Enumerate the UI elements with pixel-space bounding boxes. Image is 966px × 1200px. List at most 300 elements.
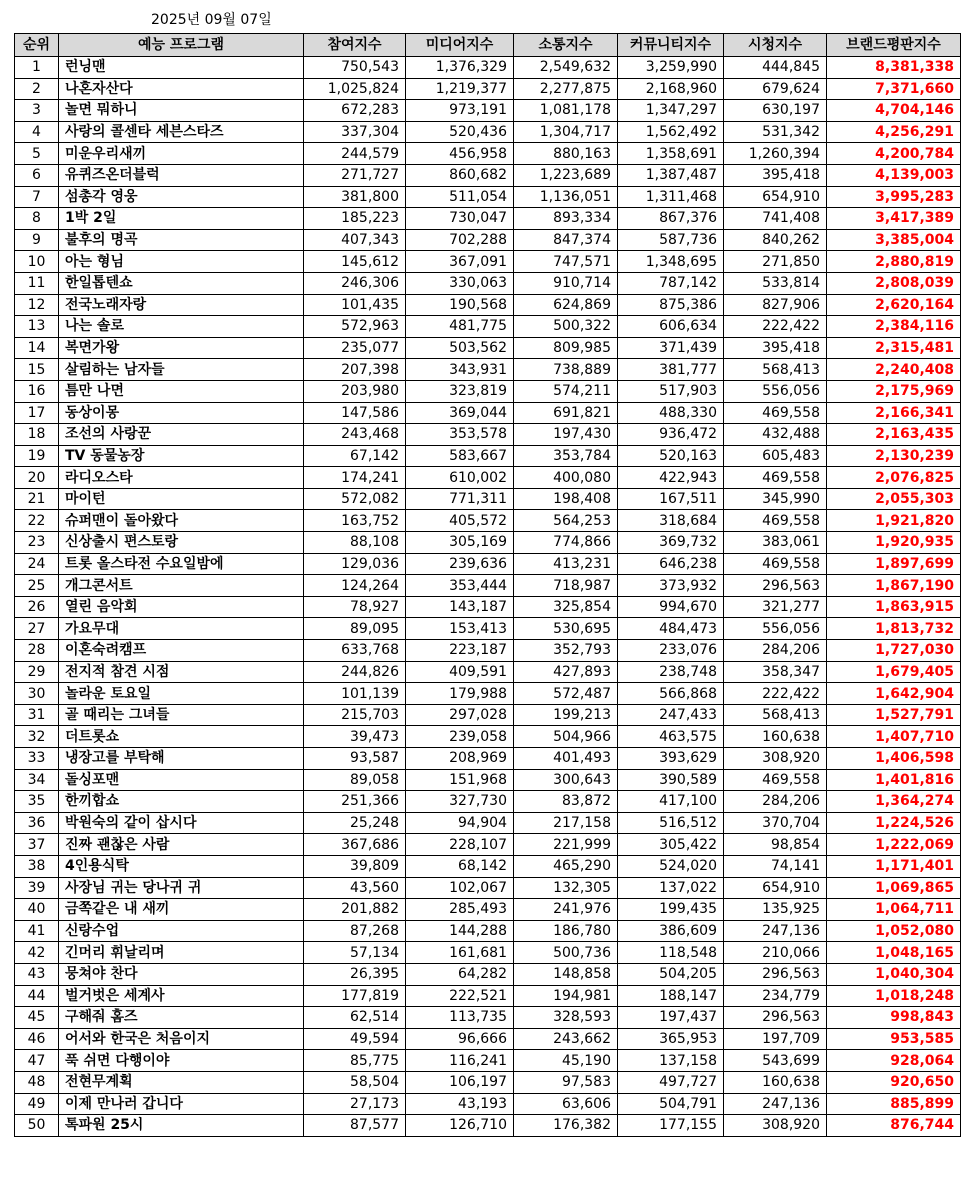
viewing-cell: 296,563 — [724, 963, 827, 985]
table-row — [15, 1007, 961, 1029]
communication-cell: 194,981 — [514, 985, 618, 1007]
header-rank: 순위 — [15, 34, 59, 57]
viewing-cell: 395,418 — [724, 164, 827, 186]
participation-cell: 101,435 — [304, 294, 406, 316]
table-row — [15, 467, 961, 489]
communication-cell: 500,736 — [514, 942, 618, 964]
media-cell: 208,969 — [406, 748, 514, 770]
brand-index-cell: 1,222,069 — [827, 834, 961, 856]
media-cell: 190,568 — [406, 294, 514, 316]
communication-cell: 574,211 — [514, 380, 618, 402]
community-cell: 238,748 — [618, 661, 724, 683]
community-cell: 566,868 — [618, 683, 724, 705]
brand-index-cell: 1,406,598 — [827, 748, 961, 770]
participation-cell: 26,395 — [304, 963, 406, 985]
program-name-cell: 틈만 나면 — [59, 380, 304, 402]
communication-cell: 197,430 — [514, 424, 618, 446]
community-cell: 381,777 — [618, 359, 724, 381]
media-cell: 143,187 — [406, 596, 514, 618]
participation-cell: 203,980 — [304, 380, 406, 402]
media-cell: 106,197 — [406, 1071, 514, 1093]
rank-cell: 19 — [15, 445, 59, 467]
viewing-cell: 247,136 — [724, 920, 827, 942]
viewing-cell: 135,925 — [724, 899, 827, 921]
program-name-cell: 톡파원 25시 — [59, 1115, 304, 1137]
communication-cell: 738,889 — [514, 359, 618, 381]
viewing-cell: 358,347 — [724, 661, 827, 683]
table-row — [15, 208, 961, 230]
participation-cell: 49,594 — [304, 1028, 406, 1050]
media-cell: 116,241 — [406, 1050, 514, 1072]
participation-cell: 89,095 — [304, 618, 406, 640]
community-cell: 1,358,691 — [618, 143, 724, 165]
rank-cell: 41 — [15, 920, 59, 942]
brand-index-cell: 1,407,710 — [827, 726, 961, 748]
communication-cell: 910,714 — [514, 272, 618, 294]
participation-cell: 88,108 — [304, 532, 406, 554]
table-row — [15, 1093, 961, 1115]
program-name-cell: 어서와 한국은 처음이지 — [59, 1028, 304, 1050]
participation-cell: 251,366 — [304, 791, 406, 813]
viewing-cell: 321,277 — [724, 596, 827, 618]
communication-cell: 148,858 — [514, 963, 618, 985]
viewing-cell: 247,136 — [724, 1093, 827, 1115]
community-cell: 3,259,990 — [618, 57, 724, 79]
viewing-cell: 556,056 — [724, 618, 827, 640]
community-cell: 369,732 — [618, 532, 724, 554]
table-row — [15, 424, 961, 446]
table-row — [15, 316, 961, 338]
program-name-cell: 푹 쉬면 다행이야 — [59, 1050, 304, 1072]
viewing-cell: 1,260,394 — [724, 143, 827, 165]
brand-index-cell: 953,585 — [827, 1028, 961, 1050]
program-name-cell: 라디오스타 — [59, 467, 304, 489]
table-row — [15, 877, 961, 899]
rank-cell: 23 — [15, 532, 59, 554]
participation-cell: 243,468 — [304, 424, 406, 446]
rank-cell: 50 — [15, 1115, 59, 1137]
participation-cell: 407,343 — [304, 229, 406, 251]
program-name-cell: TV 동물농장 — [59, 445, 304, 467]
viewing-cell: 222,422 — [724, 683, 827, 705]
communication-cell: 325,854 — [514, 596, 618, 618]
community-cell: 504,791 — [618, 1093, 724, 1115]
program-name-cell: 복면가왕 — [59, 337, 304, 359]
program-name-cell: 긴머리 휘날리며 — [59, 942, 304, 964]
viewing-cell: 308,920 — [724, 748, 827, 770]
table-row — [15, 640, 961, 662]
participation-cell: 185,223 — [304, 208, 406, 230]
brand-index-cell: 1,018,248 — [827, 985, 961, 1007]
participation-cell: 174,241 — [304, 467, 406, 489]
participation-cell: 124,264 — [304, 575, 406, 597]
community-cell: 994,670 — [618, 596, 724, 618]
header-media: 미디어지수 — [406, 34, 514, 57]
rank-cell: 14 — [15, 337, 59, 359]
rank-cell: 36 — [15, 812, 59, 834]
table-row — [15, 121, 961, 143]
communication-cell: 400,080 — [514, 467, 618, 489]
community-cell: 867,376 — [618, 208, 724, 230]
communication-cell: 83,872 — [514, 791, 618, 813]
rank-cell: 21 — [15, 488, 59, 510]
brand-index-cell: 928,064 — [827, 1050, 961, 1072]
community-cell: 504,205 — [618, 963, 724, 985]
communication-cell: 221,999 — [514, 834, 618, 856]
brand-index-cell: 1,727,030 — [827, 640, 961, 662]
media-cell: 323,819 — [406, 380, 514, 402]
participation-cell: 201,882 — [304, 899, 406, 921]
participation-cell: 57,134 — [304, 942, 406, 964]
community-cell: 488,330 — [618, 402, 724, 424]
community-cell: 1,562,492 — [618, 121, 724, 143]
program-name-cell: 나는 솔로 — [59, 316, 304, 338]
rank-cell: 22 — [15, 510, 59, 532]
program-name-cell: 더트롯쇼 — [59, 726, 304, 748]
table-row — [15, 812, 961, 834]
media-cell: 297,028 — [406, 704, 514, 726]
program-name-cell: 이제 만나러 갑니다 — [59, 1093, 304, 1115]
media-cell: 223,187 — [406, 640, 514, 662]
participation-cell: 207,398 — [304, 359, 406, 381]
participation-cell: 43,560 — [304, 877, 406, 899]
program-name-cell: 전지적 참견 시점 — [59, 661, 304, 683]
participation-cell: 58,504 — [304, 1071, 406, 1093]
rank-cell: 31 — [15, 704, 59, 726]
table-row — [15, 380, 961, 402]
table-row — [15, 78, 961, 100]
viewing-cell: 533,814 — [724, 272, 827, 294]
rank-cell: 3 — [15, 100, 59, 122]
table-row — [15, 791, 961, 813]
participation-cell: 235,077 — [304, 337, 406, 359]
participation-cell: 367,686 — [304, 834, 406, 856]
rank-cell: 33 — [15, 748, 59, 770]
program-name-cell: 벌거벗은 세계사 — [59, 985, 304, 1007]
table-header-row — [15, 34, 961, 57]
table-row — [15, 1028, 961, 1050]
community-cell: 118,548 — [618, 942, 724, 964]
media-cell: 771,311 — [406, 488, 514, 510]
table-row — [15, 942, 961, 964]
program-name-cell: 골 때리는 그녀들 — [59, 704, 304, 726]
rank-cell: 8 — [15, 208, 59, 230]
brand-index-cell: 2,175,969 — [827, 380, 961, 402]
participation-cell: 89,058 — [304, 769, 406, 791]
media-cell: 43,193 — [406, 1093, 514, 1115]
viewing-cell: 605,483 — [724, 445, 827, 467]
community-cell: 520,163 — [618, 445, 724, 467]
media-cell: 305,169 — [406, 532, 514, 554]
brand-index-cell: 1,069,865 — [827, 877, 961, 899]
participation-cell: 381,800 — [304, 186, 406, 208]
communication-cell: 352,793 — [514, 640, 618, 662]
program-name-cell: 섬총각 영웅 — [59, 186, 304, 208]
viewing-cell: 531,342 — [724, 121, 827, 143]
viewing-cell: 197,709 — [724, 1028, 827, 1050]
brand-index-cell: 1,364,274 — [827, 791, 961, 813]
community-cell: 1,347,297 — [618, 100, 724, 122]
table-row — [15, 726, 961, 748]
participation-cell: 87,268 — [304, 920, 406, 942]
table-row — [15, 575, 961, 597]
brand-index-cell: 2,163,435 — [827, 424, 961, 446]
program-name-cell: 전국노래자랑 — [59, 294, 304, 316]
program-name-cell: 열린 음악회 — [59, 596, 304, 618]
communication-cell: 199,213 — [514, 704, 618, 726]
program-name-cell: 런닝맨 — [59, 57, 304, 79]
communication-cell: 774,866 — [514, 532, 618, 554]
table-row — [15, 510, 961, 532]
communication-cell: 564,253 — [514, 510, 618, 532]
participation-cell: 750,543 — [304, 57, 406, 79]
media-cell: 96,666 — [406, 1028, 514, 1050]
brand-index-cell: 2,808,039 — [827, 272, 961, 294]
rank-cell: 47 — [15, 1050, 59, 1072]
table-row — [15, 57, 961, 79]
community-cell: 2,168,960 — [618, 78, 724, 100]
brand-index-cell: 1,642,904 — [827, 683, 961, 705]
brand-index-cell: 2,130,239 — [827, 445, 961, 467]
communication-cell: 809,985 — [514, 337, 618, 359]
rank-cell: 9 — [15, 229, 59, 251]
program-name-cell: 미운우리새끼 — [59, 143, 304, 165]
rank-cell: 46 — [15, 1028, 59, 1050]
media-cell: 503,562 — [406, 337, 514, 359]
brand-index-cell: 2,166,341 — [827, 402, 961, 424]
community-cell: 606,634 — [618, 316, 724, 338]
communication-cell: 747,571 — [514, 251, 618, 273]
rank-cell: 30 — [15, 683, 59, 705]
brand-index-cell: 1,867,190 — [827, 575, 961, 597]
rank-cell: 25 — [15, 575, 59, 597]
media-cell: 153,413 — [406, 618, 514, 640]
participation-cell: 39,809 — [304, 855, 406, 877]
community-cell: 516,512 — [618, 812, 724, 834]
media-cell: 179,988 — [406, 683, 514, 705]
brand-index-cell: 2,240,408 — [827, 359, 961, 381]
rank-cell: 4 — [15, 121, 59, 143]
viewing-cell: 210,066 — [724, 942, 827, 964]
viewing-cell: 741,408 — [724, 208, 827, 230]
media-cell: 583,667 — [406, 445, 514, 467]
communication-cell: 893,334 — [514, 208, 618, 230]
table-row — [15, 661, 961, 683]
table-row — [15, 294, 961, 316]
rank-cell: 1 — [15, 57, 59, 79]
program-name-cell: 박원숙의 같이 삽시다 — [59, 812, 304, 834]
community-cell: 167,511 — [618, 488, 724, 510]
community-cell: 417,100 — [618, 791, 724, 813]
header-community: 커뮤니티지수 — [618, 34, 724, 57]
table-row — [15, 445, 961, 467]
community-cell: 390,589 — [618, 769, 724, 791]
table-row — [15, 748, 961, 770]
communication-cell: 353,784 — [514, 445, 618, 467]
community-cell: 188,147 — [618, 985, 724, 1007]
brand-index-cell: 1,040,304 — [827, 963, 961, 985]
media-cell: 239,636 — [406, 553, 514, 575]
communication-cell: 2,277,875 — [514, 78, 618, 100]
rank-cell: 13 — [15, 316, 59, 338]
participation-cell: 215,703 — [304, 704, 406, 726]
program-name-cell: 신랑수업 — [59, 920, 304, 942]
brand-index-cell: 4,139,003 — [827, 164, 961, 186]
viewing-cell: 432,488 — [724, 424, 827, 446]
communication-cell: 572,487 — [514, 683, 618, 705]
media-cell: 730,047 — [406, 208, 514, 230]
brand-index-cell: 2,384,116 — [827, 316, 961, 338]
media-cell: 511,054 — [406, 186, 514, 208]
brand-index-cell: 4,200,784 — [827, 143, 961, 165]
viewing-cell: 568,413 — [724, 704, 827, 726]
community-cell: 1,311,468 — [618, 186, 724, 208]
media-cell: 409,591 — [406, 661, 514, 683]
participation-cell: 39,473 — [304, 726, 406, 748]
community-cell: 305,422 — [618, 834, 724, 856]
community-cell: 524,020 — [618, 855, 724, 877]
media-cell: 239,058 — [406, 726, 514, 748]
table-row — [15, 359, 961, 381]
participation-cell: 572,963 — [304, 316, 406, 338]
table-row — [15, 553, 961, 575]
participation-cell: 93,587 — [304, 748, 406, 770]
rank-cell: 37 — [15, 834, 59, 856]
viewing-cell: 296,563 — [724, 1007, 827, 1029]
media-cell: 285,493 — [406, 899, 514, 921]
communication-cell: 198,408 — [514, 488, 618, 510]
program-name-cell: 사랑의 콜센타 세븐스타즈 — [59, 121, 304, 143]
program-name-cell: 구해줘 홈즈 — [59, 1007, 304, 1029]
viewing-cell: 160,638 — [724, 1071, 827, 1093]
media-cell: 113,735 — [406, 1007, 514, 1029]
viewing-cell: 469,558 — [724, 402, 827, 424]
program-name-cell: 불후의 명곡 — [59, 229, 304, 251]
rank-cell: 6 — [15, 164, 59, 186]
brand-index-cell: 1,048,165 — [827, 942, 961, 964]
header-program: 예능 프로그램 — [59, 34, 304, 57]
brand-index-cell: 1,813,732 — [827, 618, 961, 640]
community-cell: 393,629 — [618, 748, 724, 770]
participation-cell: 62,514 — [304, 1007, 406, 1029]
rank-cell: 24 — [15, 553, 59, 575]
rank-cell: 15 — [15, 359, 59, 381]
community-cell: 137,022 — [618, 877, 724, 899]
brand-index-cell: 2,620,164 — [827, 294, 961, 316]
rank-cell: 2 — [15, 78, 59, 100]
rank-cell: 34 — [15, 769, 59, 791]
program-name-cell: 전현무계획 — [59, 1071, 304, 1093]
table-row — [15, 488, 961, 510]
media-cell: 456,958 — [406, 143, 514, 165]
viewing-cell: 654,910 — [724, 186, 827, 208]
media-cell: 973,191 — [406, 100, 514, 122]
communication-cell: 504,966 — [514, 726, 618, 748]
brand-index-cell: 3,995,283 — [827, 186, 961, 208]
participation-cell: 337,304 — [304, 121, 406, 143]
community-cell: 422,943 — [618, 467, 724, 489]
viewing-cell: 383,061 — [724, 532, 827, 554]
community-cell: 197,437 — [618, 1007, 724, 1029]
brand-index-cell: 2,880,819 — [827, 251, 961, 273]
participation-cell: 244,579 — [304, 143, 406, 165]
media-cell: 68,142 — [406, 855, 514, 877]
rank-cell: 16 — [15, 380, 59, 402]
media-cell: 481,775 — [406, 316, 514, 338]
brand-index-cell: 3,385,004 — [827, 229, 961, 251]
program-name-cell: 조선의 사랑꾼 — [59, 424, 304, 446]
communication-cell: 624,869 — [514, 294, 618, 316]
table-row — [15, 683, 961, 705]
program-name-cell: 돌싱포맨 — [59, 769, 304, 791]
viewing-cell: 568,413 — [724, 359, 827, 381]
program-name-cell: 금쪽같은 내 새끼 — [59, 899, 304, 921]
table-row — [15, 337, 961, 359]
communication-cell: 328,593 — [514, 1007, 618, 1029]
participation-cell: 271,727 — [304, 164, 406, 186]
table-row — [15, 164, 961, 186]
brand-index-cell: 8,381,338 — [827, 57, 961, 79]
program-name-cell: 가요무대 — [59, 618, 304, 640]
community-cell: 936,472 — [618, 424, 724, 446]
rank-cell: 38 — [15, 855, 59, 877]
communication-cell: 1,136,051 — [514, 186, 618, 208]
media-cell: 860,682 — [406, 164, 514, 186]
media-cell: 330,063 — [406, 272, 514, 294]
media-cell: 405,572 — [406, 510, 514, 532]
communication-cell: 45,190 — [514, 1050, 618, 1072]
communication-cell: 500,322 — [514, 316, 618, 338]
brand-index-cell: 1,527,791 — [827, 704, 961, 726]
table-row — [15, 596, 961, 618]
table-row — [15, 1050, 961, 1072]
brand-index-cell: 4,256,291 — [827, 121, 961, 143]
program-name-cell: 개그콘서트 — [59, 575, 304, 597]
participation-cell: 87,577 — [304, 1115, 406, 1137]
participation-cell: 163,752 — [304, 510, 406, 532]
viewing-cell: 654,910 — [724, 877, 827, 899]
program-name-cell: 진짜 괜찮은 사람 — [59, 834, 304, 856]
media-cell: 343,931 — [406, 359, 514, 381]
program-name-cell: 유퀴즈온더블럭 — [59, 164, 304, 186]
community-cell: 484,473 — [618, 618, 724, 640]
program-name-cell: 아는 형님 — [59, 251, 304, 273]
brand-index-cell: 1,052,080 — [827, 920, 961, 942]
program-name-cell: 놀라운 토요일 — [59, 683, 304, 705]
media-cell: 222,521 — [406, 985, 514, 1007]
viewing-cell: 308,920 — [724, 1115, 827, 1137]
community-cell: 318,684 — [618, 510, 724, 532]
brand-index-cell: 1,224,526 — [827, 812, 961, 834]
brand-index-cell: 1,171,401 — [827, 855, 961, 877]
viewing-cell: 74,141 — [724, 855, 827, 877]
viewing-cell: 284,206 — [724, 791, 827, 813]
brand-index-cell: 2,055,303 — [827, 488, 961, 510]
viewing-cell: 543,699 — [724, 1050, 827, 1072]
rank-cell: 20 — [15, 467, 59, 489]
participation-cell: 145,612 — [304, 251, 406, 273]
media-cell: 151,968 — [406, 769, 514, 791]
community-cell: 373,932 — [618, 575, 724, 597]
rank-cell: 10 — [15, 251, 59, 273]
participation-cell: 129,036 — [304, 553, 406, 575]
table-row — [15, 143, 961, 165]
participation-cell: 177,819 — [304, 985, 406, 1007]
program-name-cell: 슈퍼맨이 돌아왔다 — [59, 510, 304, 532]
program-name-cell: 한일톱텐쇼 — [59, 272, 304, 294]
participation-cell: 27,173 — [304, 1093, 406, 1115]
table-row — [15, 769, 961, 791]
